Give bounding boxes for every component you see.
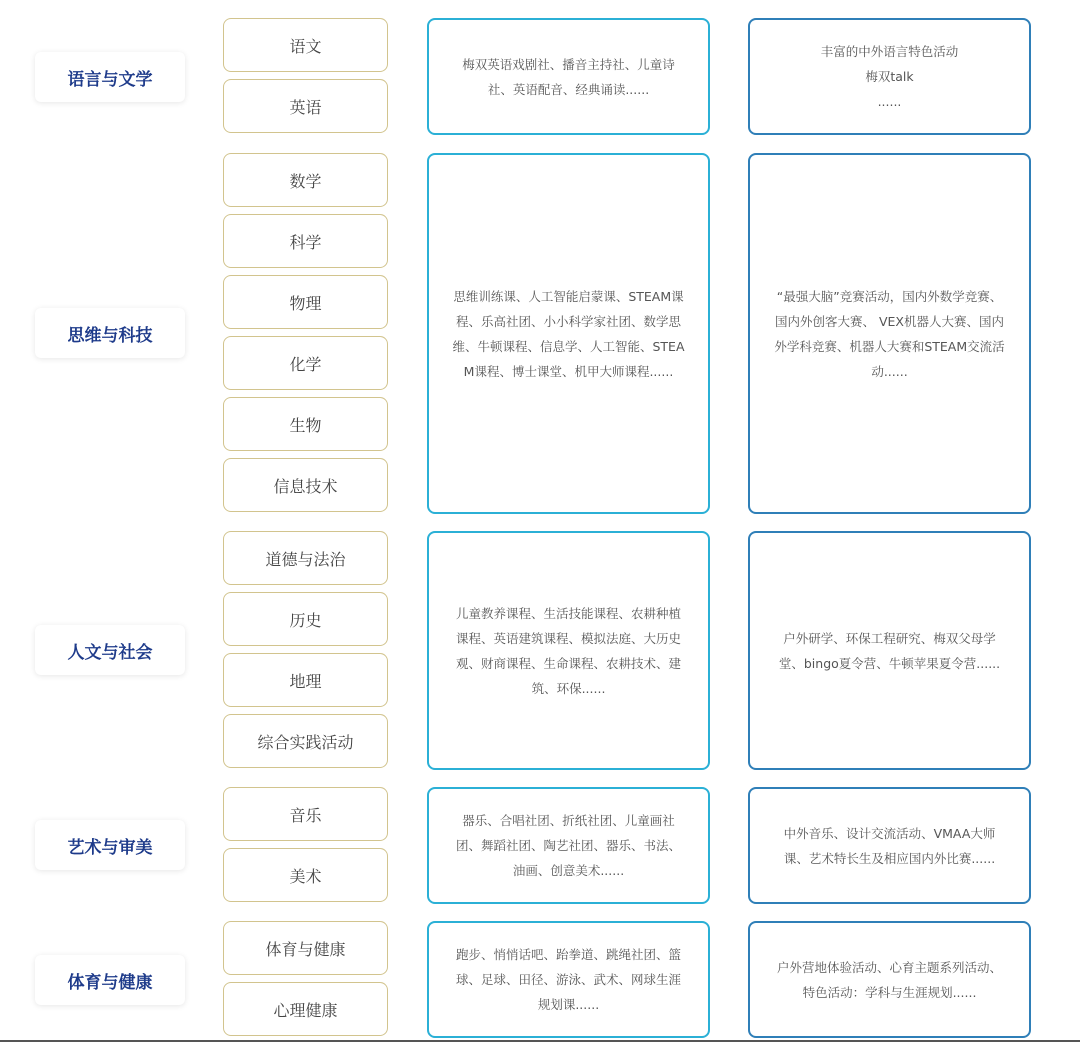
clubs-box [427,531,710,770]
subject-item: 体育与健康 [223,921,388,975]
category-label: 语言与文学 [35,52,185,102]
subject-item: 历史 [223,592,388,646]
category-label: 艺术与审美 [35,820,185,870]
clubs-text: 思维训练课、人工智能启蒙课、STEAM课程、乐高社团、小小科学家社团、数学思维、牛顿课程、信息学、人工智能、STEAM课程、博士课堂、机甲大师课程...... [452,288,685,379]
activities-line: ...... [877,94,902,109]
clubs-box [427,921,710,1038]
activities-text: 户外研学、环保工程研究、梅双父母学堂、bingo夏令营、牛顿苹果夏令营...... [778,630,1001,671]
subject-list [223,531,388,775]
clubs-text: 器乐、合唱社团、折纸社团、儿童画社团、舞蹈社团、陶艺社团、器乐、书法、油画、创意美术...... [455,813,681,878]
activities-box [748,787,1031,904]
subject-item: 化学 [223,336,388,390]
activities-text: 户外营地体验活动、心育主题系列活动、特色活动：学科与生涯规划...... [776,959,1002,1000]
subject-item: 美术 [223,848,388,902]
activities-box [748,921,1031,1038]
bottom-divider [0,1040,1080,1042]
activities-box [748,18,1031,135]
activities-text: 中外音乐、设计交流活动、VMAA大师课、艺术特长生及相应国内外比赛...... [783,825,996,866]
subject-list [223,787,388,909]
activities-box [748,531,1031,770]
activities-box [748,153,1031,514]
subject-item: 语文 [223,18,388,72]
activities-text [821,39,959,114]
subject-item: 地理 [223,653,388,707]
clubs-text: 跑步、悄悄话吧、跆拳道、跳绳社团、篮球、足球、田径、游泳、武术、网球生涯规划课...... [455,947,681,1012]
subject-item: 物理 [223,275,388,329]
category-label: 人文与社会 [35,625,185,675]
clubs-box [427,153,710,514]
subject-list [223,153,388,519]
subject-list [223,18,388,140]
subject-item: 英语 [223,79,388,133]
activities-line: 丰富的中外语言特色活动 [820,44,959,59]
subject-item: 信息技术 [223,458,388,512]
subject-item: 科学 [223,214,388,268]
activities-line: 梅双talk [865,69,914,84]
clubs-text: 梅双英语戏剧社、播音主持社、儿童诗社、英语配音、经典诵读...... [462,56,675,97]
subject-list [223,921,388,1043]
clubs-box [427,787,710,904]
subject-item: 综合实践活动 [223,714,388,768]
subject-item: 数学 [223,153,388,207]
clubs-text: 儿童教养课程、生活技能课程、农耕种植课程、英语建筑课程、模拟法庭、大历史观、财商课程、生命课程、农耕技术、建筑、环保...... [455,605,681,696]
subject-item: 生物 [223,397,388,451]
subject-item: 道德与法治 [223,531,388,585]
category-label: 体育与健康 [35,955,185,1005]
subject-item: 心理健康 [223,982,388,1036]
subject-item: 音乐 [223,787,388,841]
clubs-box [427,18,710,135]
category-label: 思维与科技 [35,308,185,358]
activities-text: “最强大脑”竞赛活动，国内外数学竞赛、国内外创客大赛、 VEX机器人大赛、国内外学科竞赛、机器人大赛和STEAM交流活动...... [774,288,1005,379]
